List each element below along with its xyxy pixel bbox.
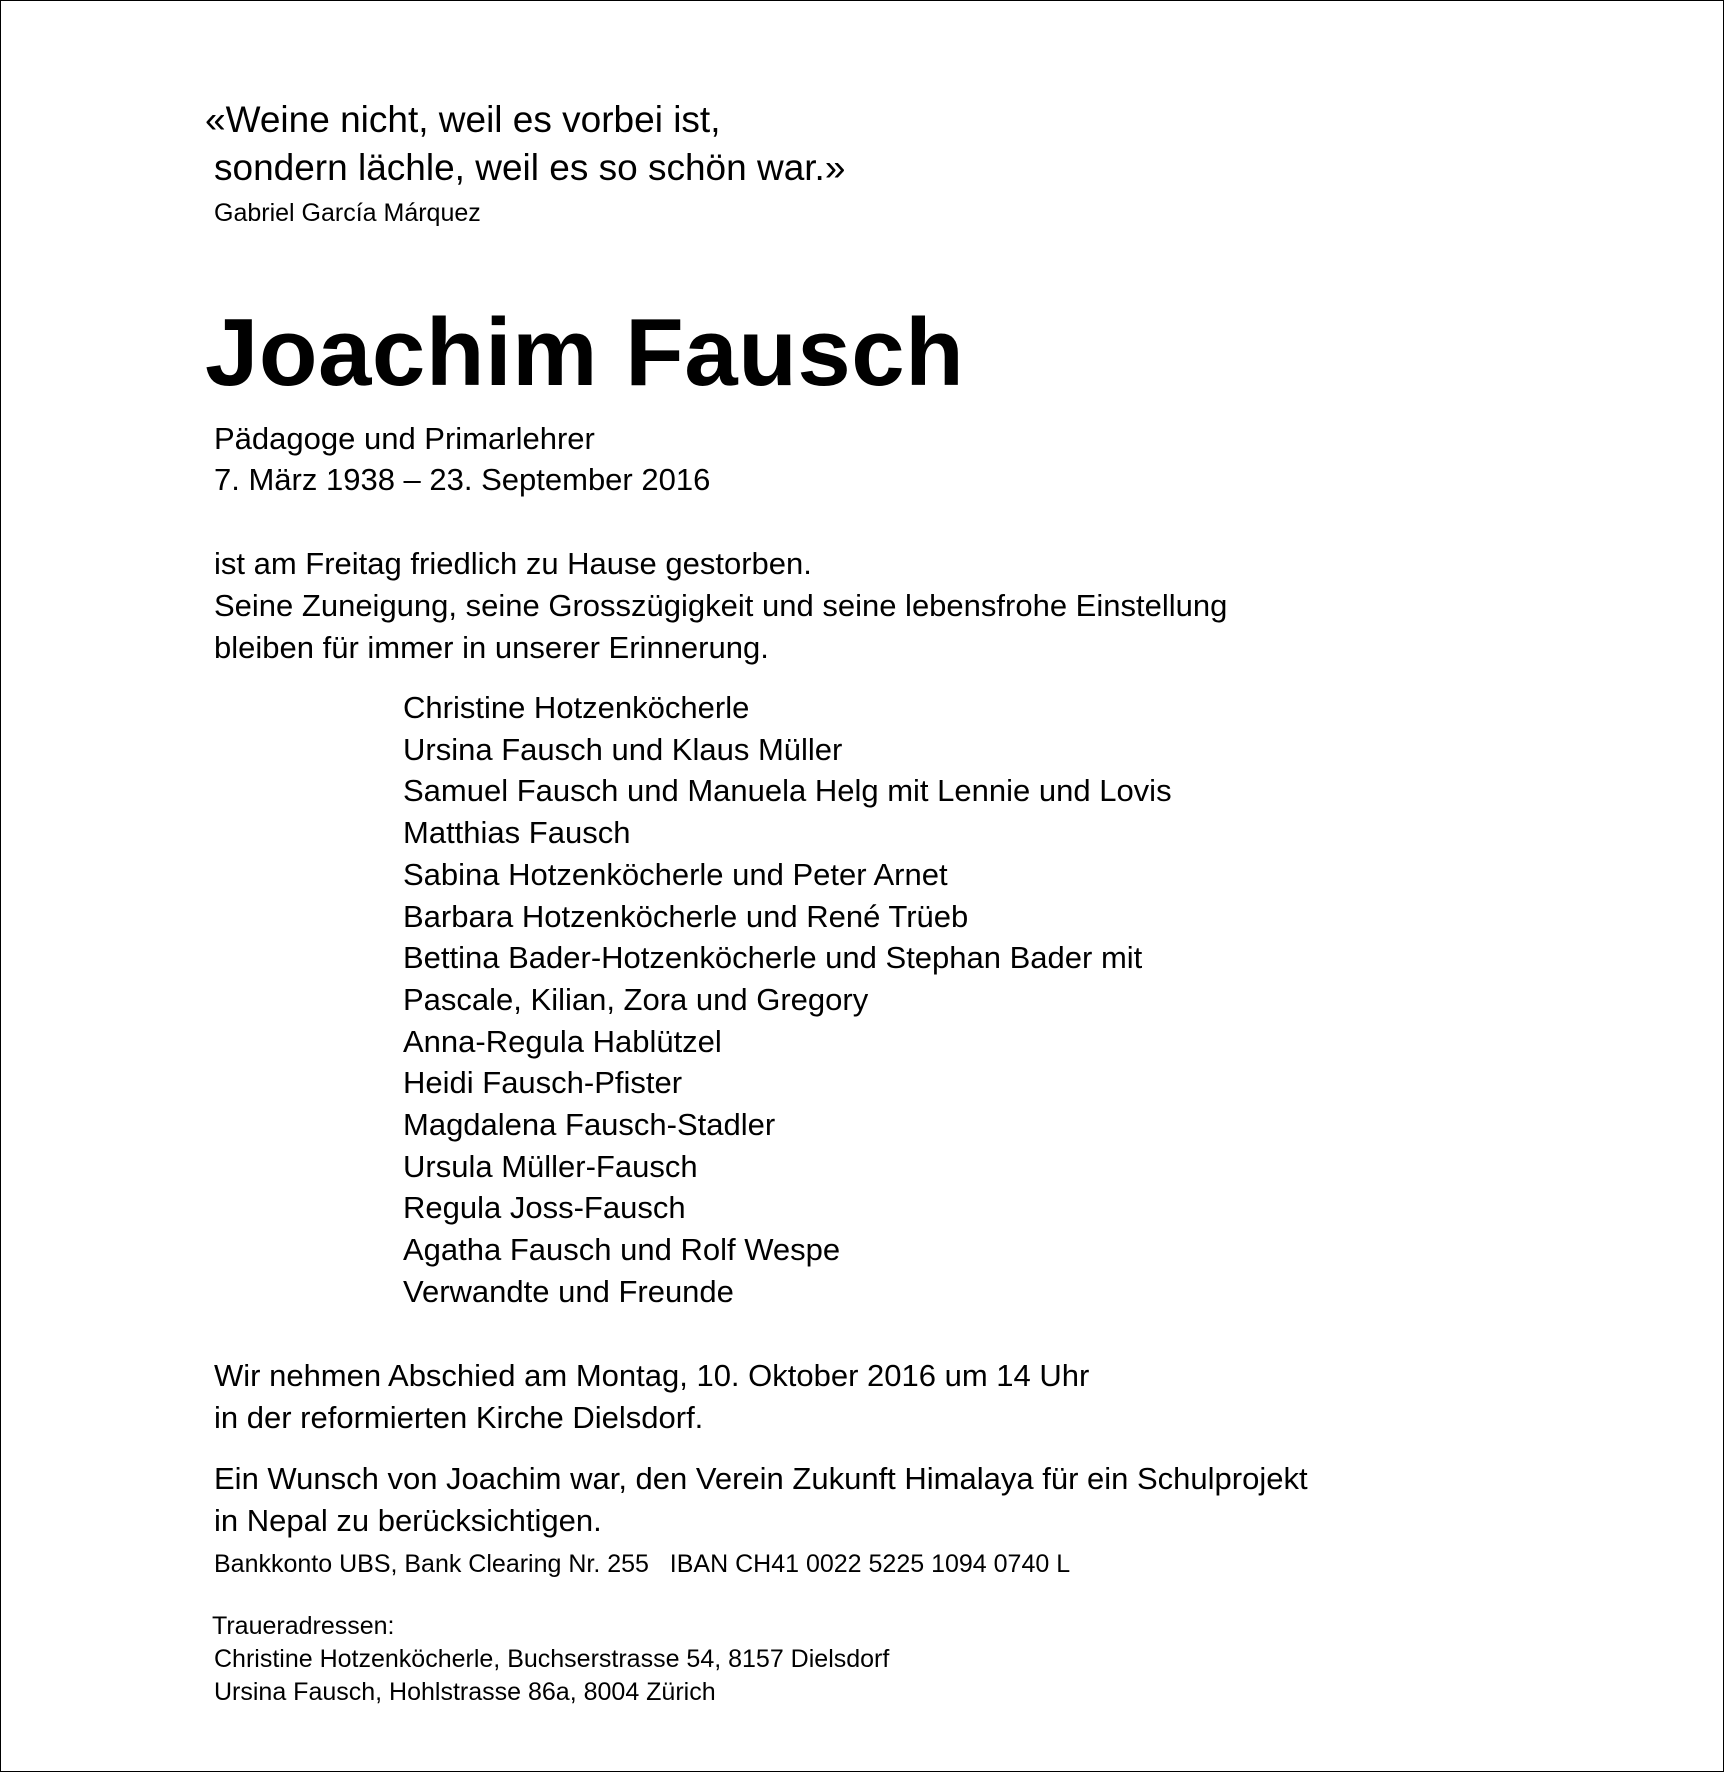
mourner-name: Samuel Fausch und Manuela Helg mit Lennie und Lovis (403, 773, 1172, 809)
mourner-name: Matthias Fausch (403, 815, 631, 851)
deceased-profession: Pädagoge und Primarlehrer (214, 421, 595, 456)
quote-line-1: «Weine nicht, weil es vorbei ist, (205, 99, 721, 140)
mourners-list (403, 687, 1172, 1313)
mourner-name: Ursula Müller-Fausch (403, 1148, 698, 1184)
mourner-name: Bettina Bader-Hotzenköcherle und Stephan Bader mit (403, 940, 1143, 976)
mourner-name: Magdalena Fausch-Stadler (403, 1107, 776, 1143)
bank-details: Bankkonto UBS, Bank Clearing Nr. 255 IBAN CH41 0022 5225 1094 0740 L (214, 1550, 1071, 1578)
deceased-dates: 7. März 1938 – 23. September 2016 (214, 462, 711, 497)
deceased-name: Joachim Fausch (205, 299, 965, 406)
quote-author: Gabriel García Márquez (214, 199, 481, 227)
donation-line-1: Ein Wunsch von Joachim war, den Verein Zukunft Himalaya für ein Schulprojekt (214, 1461, 1308, 1496)
donation-line-2: in Nepal zu berücksichtigen. (214, 1503, 602, 1538)
farewell-line-2: in der reformierten Kirche Dielsdorf. (214, 1400, 704, 1435)
announcement-line-2: Seine Zuneigung, seine Grosszügigkeit und seine lebensfrohe Einstellung (214, 588, 1228, 623)
mourner-name: Ursina Fausch und Klaus Müller (403, 731, 843, 767)
farewell-line-1: Wir nehmen Abschied am Montag, 10. Oktober 2016 um 14 Uhr (214, 1358, 1090, 1393)
announcement-line-3: bleiben für immer in unserer Erinnerung. (214, 630, 769, 665)
announcement-line-1: ist am Freitag friedlich zu Hause gestorben. (214, 546, 812, 581)
mourner-name: Agatha Fausch und Rolf Wespe (403, 1232, 841, 1268)
condolence-address-2: Ursina Fausch, Hohlstrasse 86a, 8004 Zürich (214, 1678, 716, 1706)
mourner-name: Anna-Regula Hablützel (403, 1023, 722, 1059)
mourner-name: Verwandte und Freunde (403, 1273, 734, 1309)
mourner-name: Heidi Fausch-Pfister (403, 1065, 683, 1101)
quote-line-2: sondern lächle, weil es so schön war.» (214, 147, 846, 188)
condolence-heading: Traueradressen: (212, 1612, 395, 1640)
condolence-address-1: Christine Hotzenköcherle, Buchserstrasse 54, 8157 Dielsdorf (214, 1645, 890, 1673)
mourner-name: Regula Joss-Fausch (403, 1190, 686, 1226)
mourner-name: Sabina Hotzenköcherle und Peter Arnet (403, 856, 948, 892)
mourner-name: Barbara Hotzenköcherle und René Trüeb (403, 898, 969, 934)
mourner-name: Christine Hotzenköcherle (403, 690, 750, 725)
mourner-name: Pascale, Kilian, Zora und Gregory (403, 981, 869, 1017)
